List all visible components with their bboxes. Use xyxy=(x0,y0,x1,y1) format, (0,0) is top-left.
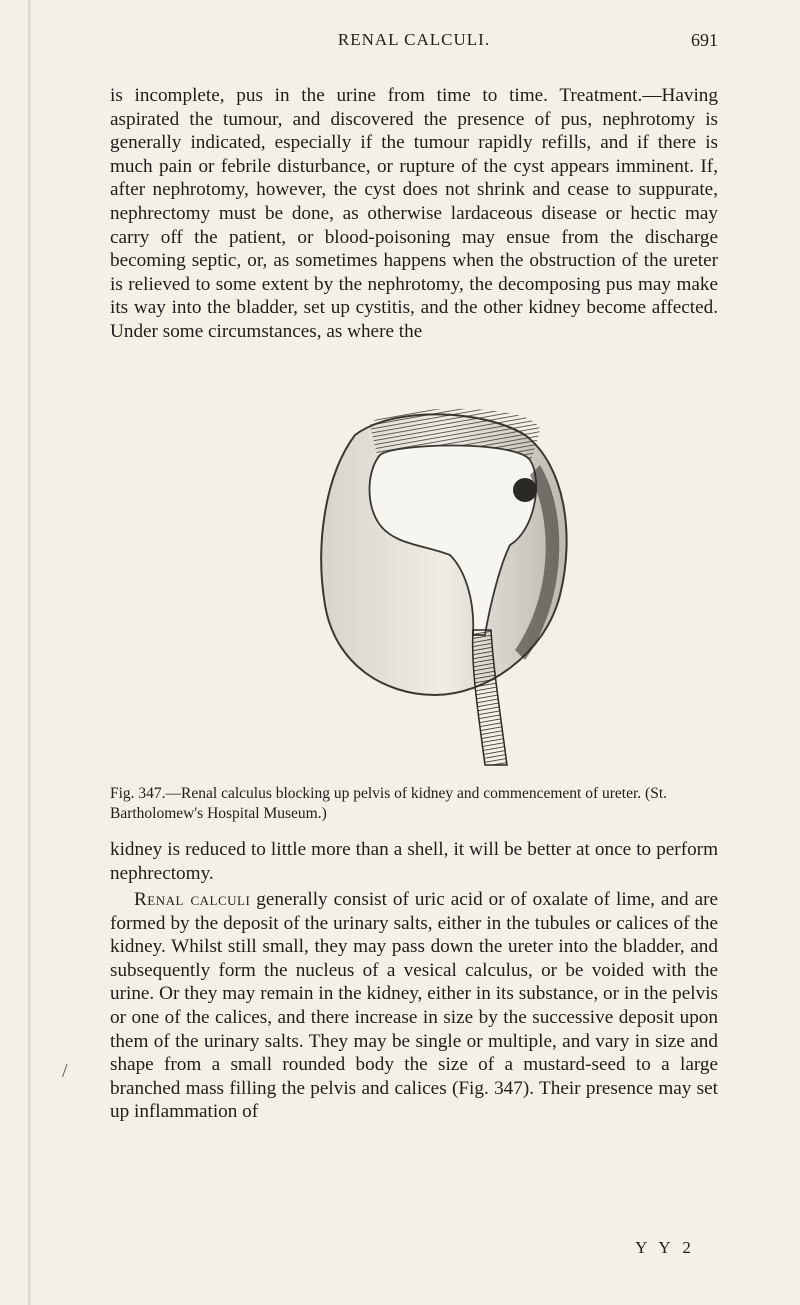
signature-mark: Y Y 2 xyxy=(635,1238,695,1257)
paragraph-nephrectomy: kidney is reduced to little more than a shell, it will be better at once to perform nephrectomy. xyxy=(110,839,718,884)
paragraph-treatment: is incomplete, pus in the urine from time to time. Treatment.—Having aspirated the tumour, and discovered the presence of pus, nephrotomy is generally indicated, especially if the tumour rapidly refills, and if there is much pain or febrile disturbance, or rupture of the cyst appears imminent. If, after nephrotomy, however, the cyst does not shrink and cease to suppurate, nephrectomy must be done, as otherwise lardaceous disease or hectic may carry off the patient, or blood-poisoning may ensue from the discharge becoming septic, or, as sometimes happens when the obstruction of the ureter is relieved to some extent by the nephrotomy, the decomposing pus may make its way into the bladder, set up cystitis, and the other kidney become affected. Under some circumstances, as where the xyxy=(110,85,718,342)
page-gutter xyxy=(28,0,31,1305)
figure-caption-text: Fig. 347.—Renal calculus blocking up pelvis of kidney and commencement of ureter. (St. Bartholomew's Hospital Museum.) xyxy=(110,785,668,822)
running-head xyxy=(110,30,718,54)
paragraph-renal-calculi xyxy=(110,888,718,1124)
section-lead: Renal calculi xyxy=(134,889,251,910)
kidney-calculus-illustration xyxy=(285,395,615,775)
figure-caption xyxy=(110,784,718,824)
running-title: RENAL CALCULI. xyxy=(337,30,491,49)
margin-mark: / xyxy=(62,1060,68,1082)
section-body: generally consist of uric acid or of oxalate of lime, and are formed by the deposit of the urinary salts, either in the tubules or calices of the kidney. Whilst still small, they may pass down the ureter into the bladder, and subsequently form the nucleus of a vesical calculus, or be voided with the urine. Or they may remain in the kidney, either in its substance, or in the pelvis or one of the calices, and there increase in size by the successive deposit upon them of the urinary salts. They may be single or multiple, and vary in size and shape from a small rounded body the size of a mustard-seed to a large branched mass filling the pelvis and calices (Fig. 347). Their presence may set up inflammation of xyxy=(110,889,718,1123)
page-number: 691 xyxy=(691,30,718,50)
